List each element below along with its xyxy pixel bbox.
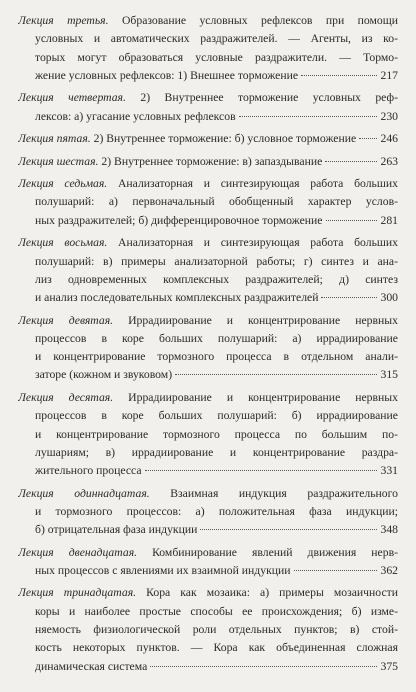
dot-leader [326, 220, 378, 221]
toc-entry-line [18, 253, 398, 271]
dot-leader [325, 161, 377, 162]
toc-entry-line [18, 658, 398, 676]
entry-text: полушарий: в) примеры анализаторной работы; г) синтез и ана- [35, 254, 398, 268]
toc-entry [18, 312, 398, 385]
toc-entry [18, 584, 398, 675]
lecture-title: Лекция пятая. [18, 132, 91, 146]
page-number: 246 [380, 132, 398, 146]
toc-entry-line [18, 444, 398, 462]
dot-leader [175, 374, 377, 375]
lecture-title: Лекция шестая. [18, 154, 99, 168]
entry-text: лексов: а) угасание условных рефлексов [35, 109, 236, 123]
toc-entry-line [18, 639, 398, 657]
toc-entry-line [18, 544, 398, 562]
lecture-title: Лекция седьмая. [18, 177, 108, 191]
toc-entry-line [18, 312, 398, 330]
entry-text: лушариям; в) иррадиирование и концентрирование раздра- [35, 445, 398, 459]
entry-text: 2) Внутреннее торможение: б) условное торможение [90, 132, 357, 146]
entry-text: Кора как мозаика: а) примеры мозаичности [136, 586, 398, 600]
page-number: 375 [380, 659, 398, 673]
entry-text: Взаимная индукция раздражительного [149, 486, 398, 500]
lecture-title: Лекция четвертая. [18, 91, 126, 105]
toc-entry [18, 89, 398, 126]
entry-text: Анализаторная и синтезирующая работа больших [107, 177, 398, 191]
entry-text: коры и наиболее простые способы ее происхождения; б) изме- [35, 604, 398, 618]
toc-entry [18, 544, 398, 581]
toc-entry-line [18, 289, 398, 307]
toc-entry-line [18, 108, 398, 126]
toc-entry-line [18, 348, 398, 366]
toc-entry-line [18, 485, 398, 503]
page-number: 315 [380, 368, 398, 382]
toc-entry-line [18, 562, 398, 580]
entry-text: и концентрирование тормозного процесса в отдельном анали- [35, 350, 398, 364]
entry-text: Иррадиирование и концентрирование нервных [113, 313, 398, 327]
entry-text: ных процессов с явлениями их взаимной индукции [35, 564, 291, 577]
entry-text: лиз одновременных комплексных раздражителей; д) синтез [35, 272, 398, 286]
toc-entry-line [18, 366, 398, 384]
toc-entry-line [18, 407, 398, 425]
page-number: 263 [380, 154, 398, 168]
dot-leader [200, 529, 377, 530]
toc-entry-line [18, 89, 398, 107]
lecture-title: Лекция третья. [18, 14, 109, 27]
toc-entry-line [18, 175, 398, 193]
toc-entry-line [18, 271, 398, 289]
page-number: 331 [380, 464, 398, 478]
toc-entry-line [18, 503, 398, 521]
entry-text: условных и автоматических раздражителей. — Агенты, из ко- [35, 32, 398, 46]
lecture-title: Лекция тринадцатая. [18, 586, 137, 600]
toc-entry-line [18, 584, 398, 602]
entry-text: Комбинирование явлений движения нерв- [137, 545, 398, 559]
page-number: 362 [380, 564, 398, 577]
entry-text: полушарий: а) первоначальный обобщенный характер услов- [35, 195, 398, 209]
toc-entry-line [18, 521, 398, 539]
entry-text: Образование условных рефлексов при помощи [108, 14, 398, 27]
dot-leader [301, 75, 377, 76]
lecture-title: Лекция девятая. [18, 313, 114, 327]
toc-entry-line [18, 153, 398, 171]
toc-entry [18, 389, 398, 480]
toc-entry-line [18, 426, 398, 444]
toc-entry-line [18, 330, 398, 348]
dot-leader [239, 116, 378, 117]
toc-entry-line [18, 12, 398, 30]
entry-text: б) отрицательная фаза индукции [35, 523, 198, 537]
entry-text: процессов в коре больших полушарий: а) иррадиирование [35, 331, 398, 345]
toc-entry-line [18, 603, 398, 621]
entry-text: Иррадиирование и концентрирование нервных [113, 390, 398, 404]
entry-text: жительного процесса [35, 464, 142, 478]
entry-text: 2) Внутреннее торможение: в) запаздывание [98, 154, 323, 168]
entry-text: кость некоторых пунктов. — Кора как объединенная сложная [35, 641, 398, 655]
toc-entry [18, 175, 398, 230]
entry-text: жение условных рефлексов: 1) Внешнее торможение [35, 68, 299, 82]
toc-entry [18, 234, 398, 307]
page-number: 281 [380, 213, 398, 227]
entry-text: няемость физиологической роли отдельных пунктов; в) стой- [35, 623, 398, 637]
dot-leader [145, 470, 378, 471]
entry-text: заторе (кожном и звуковом) [35, 368, 173, 382]
toc-entry [18, 12, 398, 85]
dot-leader [294, 570, 378, 571]
dot-leader [150, 666, 377, 667]
entry-text: 2) Внутреннее торможение условных реф- [125, 91, 398, 105]
page-number: 348 [380, 523, 398, 537]
toc-entry-line [18, 30, 398, 48]
page-number: 300 [380, 291, 398, 305]
table-of-contents [18, 12, 398, 680]
toc-entry-line [18, 67, 398, 85]
lecture-title: Лекция двенадцатая. [18, 545, 138, 559]
entry-text: Анализаторная и синтезирующая работа больших [107, 236, 398, 250]
toc-entry-line [18, 234, 398, 252]
page-number: 230 [380, 109, 398, 123]
lecture-title: Лекция одиннадцатая. [18, 486, 150, 500]
toc-entry [18, 130, 398, 148]
entry-text: и анализ последовательных комплексных раздражителей [35, 291, 319, 305]
toc-entry [18, 485, 398, 540]
dot-leader [359, 138, 377, 139]
lecture-title: Лекция десятая. [18, 390, 114, 404]
toc-entry-line [18, 49, 398, 67]
entry-text: динамическая система [35, 659, 148, 673]
entry-text: ных раздражителей; б) дифференцировочное торможение [35, 213, 323, 227]
entry-text: торых могут образоваться условные раздражители. — Тормо- [35, 50, 398, 64]
toc-entry [18, 153, 398, 171]
toc-entry-line [18, 389, 398, 407]
page-number: 217 [380, 68, 398, 82]
toc-entry-line [18, 621, 398, 639]
toc-entry-line [18, 462, 398, 480]
entry-text: процессов в коре больших полушарий: б) иррадиирование [35, 409, 398, 423]
entry-text: и тормозного процессов: а) положительная фаза индукции; [35, 504, 398, 518]
toc-entry-line [18, 193, 398, 211]
dot-leader [321, 297, 377, 298]
toc-entry-line [18, 130, 398, 148]
lecture-title: Лекция восьмая. [18, 236, 108, 250]
toc-entry-line [18, 212, 398, 230]
entry-text: и концентрирование тормозного процесса по большим по- [35, 427, 398, 441]
